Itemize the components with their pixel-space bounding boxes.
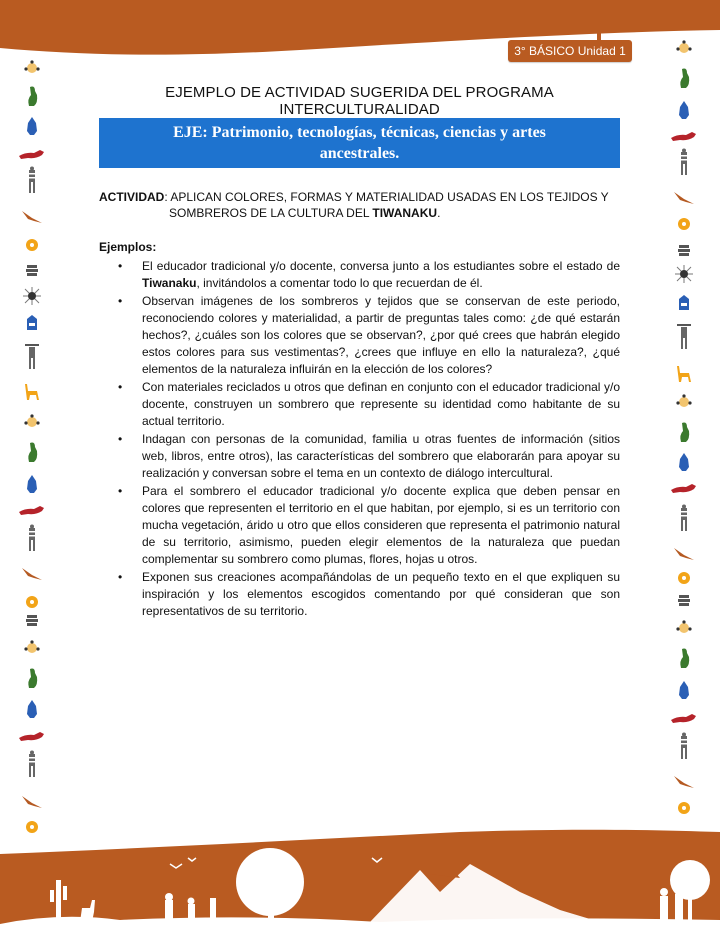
frog-icon	[12, 666, 52, 690]
fox-icon	[12, 498, 52, 522]
axis-line-2: ancestrales.	[319, 145, 400, 162]
activity-block	[99, 189, 620, 221]
fox-icon	[664, 124, 704, 148]
bullet-icon: •	[118, 380, 123, 394]
blue-figure-icon	[12, 472, 52, 496]
activity-label: ACTIVIDAD	[99, 190, 165, 204]
frog-icon	[664, 66, 704, 90]
fox-icon	[12, 724, 52, 748]
flower-icon	[664, 212, 704, 236]
sun-face-icon	[664, 390, 704, 414]
sunburst-icon	[12, 284, 52, 308]
unit-badge: 3° BÁSICO Unidad 1	[508, 40, 632, 62]
striped-person-icon	[12, 168, 52, 192]
list-item-bold: Tiwanaku	[142, 276, 197, 290]
pot-icon	[664, 588, 704, 612]
striped-person-icon	[12, 752, 52, 776]
sun-face-icon	[664, 616, 704, 640]
list-item	[116, 293, 620, 378]
list-item-text: Indagan con personas de la comunidad, familia u otras fuentes de información (sitios web, libros, entre otros), las características del sombrero que elaborarán para apoyar su realización y conversan sobre el tema en un contexto de diálogo intercultural.	[142, 432, 620, 480]
blue-figure-icon	[664, 450, 704, 474]
blue-figure-icon	[664, 678, 704, 702]
fox-icon	[664, 476, 704, 500]
fox-icon	[664, 706, 704, 730]
right-decorative-border	[664, 0, 704, 932]
bullet-icon: •	[118, 294, 123, 308]
frog-icon	[12, 84, 52, 108]
sun-face-icon	[12, 56, 52, 80]
bullet-icon: •	[118, 259, 123, 273]
list-item-text: Observan imágenes de los sombreros y tejidos que se conservan de este periodo, reconociendo colores y materialidad, a partir de preguntas tales como: ¿de qué estarán hechos?, ¿cuáles son los colores que se observan?, ¿por qué crees que habrán elegido estos colores para sus vestimentas?, ¿crees que influye en ello la naturaleza?, ¿qué elementos de la naturaleza influirán en la elección de los colores?	[142, 294, 620, 376]
activity-text-line-2: SOMBREROS DE LA CULTURA DEL	[169, 206, 373, 220]
frog-icon	[664, 646, 704, 670]
sunburst-icon	[664, 262, 704, 286]
pot-icon	[12, 608, 52, 632]
striped-person-icon	[664, 734, 704, 758]
condor-icon	[664, 770, 704, 794]
condor-icon	[664, 542, 704, 566]
frog-icon	[12, 440, 52, 464]
list-item-text: , invitándolos a comentar todo lo que recuerdan de él.	[196, 276, 483, 290]
striped-person-icon	[12, 526, 52, 550]
examples-list	[116, 258, 620, 621]
hat-person-icon	[12, 344, 52, 368]
pot-icon	[12, 258, 52, 282]
sun-face-icon	[12, 410, 52, 434]
flower-icon	[12, 233, 52, 257]
list-item-text: Para el sombrero el educador tradicional y/o docente explica que deben pensar en colores que representen el territorio en el que habitan, por ejemplo, si es un territorio con mucha vegetación, árido u otro que ellos consideren que representa el patrimonio natural de su territorio, asimismo, pueden elegir elementos de la naturaleza que puedan complementar su sombrero como plumas, flores, hojas u otros.	[142, 484, 620, 566]
list-item	[116, 379, 620, 430]
axis-line-1: EJE: Patrimonio, tecnologías, técnicas, ciencias y artes	[173, 124, 546, 141]
activity-culture-name: TIWANAKU	[372, 206, 438, 220]
striped-person-icon	[664, 506, 704, 530]
bullet-icon: •	[118, 432, 123, 446]
list-item	[116, 258, 620, 292]
sun-face-icon	[664, 36, 704, 60]
list-item	[116, 483, 620, 568]
bullet-icon: •	[118, 484, 123, 498]
fox-icon	[12, 142, 52, 166]
llama-icon	[664, 362, 704, 386]
condor-icon	[664, 186, 704, 210]
llama-icon	[12, 380, 52, 404]
activity-period: .	[437, 206, 441, 220]
blue-figure-icon	[12, 697, 52, 721]
pot-icon	[664, 238, 704, 262]
bullet-icon: •	[118, 570, 123, 584]
blue-mask-icon	[12, 312, 52, 336]
examples-heading: Ejemplos:	[99, 240, 157, 254]
page-title: EJEMPLO DE ACTIVIDAD SUGERIDA DEL PROGRAMA INTERCULTURALIDAD	[165, 84, 554, 118]
list-item-text: El educador tradicional y/o docente, conversa junto a los estudiantes sobre el estado de	[142, 259, 620, 273]
axis-banner	[99, 118, 620, 168]
list-item-text: Con materiales reciclados u otros que definan en conjunto con el educador tradicional y/o docente, construyen un sombrero que represente su identidad como habitante de su actual territorio.	[142, 380, 620, 428]
condor-icon	[12, 790, 52, 814]
condor-icon	[12, 205, 52, 229]
list-item	[116, 431, 620, 482]
blue-mask-icon	[664, 292, 704, 316]
sun-face-icon	[12, 636, 52, 660]
left-decorative-border	[12, 0, 52, 932]
footer-landscape-banner	[0, 812, 720, 932]
activity-text-line-1: : APLICAN COLORES, FORMAS Y MATERIALIDAD USADAS EN LOS TEJIDOS Y	[164, 190, 609, 204]
list-item-text: Exponen sus creaciones acompañándolas de un pequeño texto en el que expliquen su inspiración y los elementos escogidos comentando por qué consideran que son representativos de su territorio.	[142, 570, 620, 618]
blue-figure-icon	[12, 114, 52, 138]
flower-icon	[664, 566, 704, 590]
frog-icon	[664, 420, 704, 444]
list-item	[116, 569, 620, 620]
condor-icon	[12, 562, 52, 586]
hat-person-icon	[664, 324, 704, 348]
blue-figure-icon	[664, 98, 704, 122]
striped-person-icon	[664, 150, 704, 174]
